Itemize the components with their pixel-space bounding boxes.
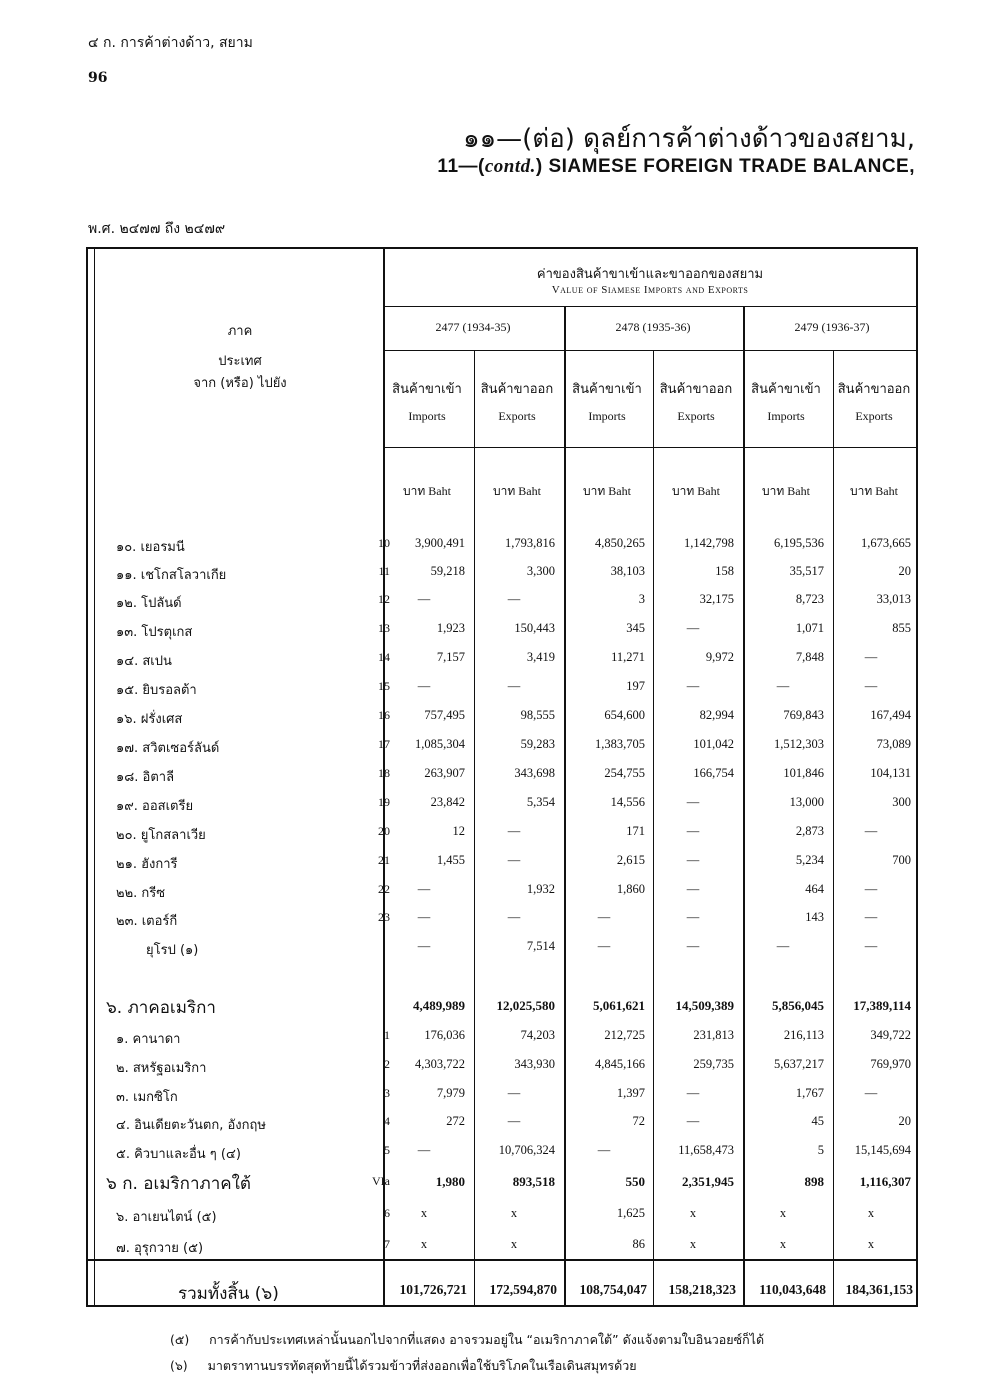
value-cell: 104,131 — [870, 766, 911, 780]
value-cell: — — [507, 853, 521, 867]
value-cell: 150,443 — [514, 621, 555, 635]
row-code: 3 — [384, 1086, 390, 1100]
row-code: 16 — [378, 708, 390, 722]
value-cell: 212,725 — [604, 1028, 645, 1042]
row-code: 18 — [378, 766, 390, 780]
row-code: 19 — [378, 795, 390, 809]
row-label: ๗. อุรุกวาย (๕) — [116, 1241, 204, 1256]
value-cell: — — [686, 824, 700, 838]
value-cell: 1,142,798 — [684, 536, 734, 550]
table-row — [86, 708, 918, 730]
table-row — [86, 1057, 918, 1079]
col-imports-thai: สินค้าขาเข้า — [572, 382, 642, 397]
value-cell: 4,845,166 — [595, 1057, 645, 1071]
value-cell: 349,722 — [870, 1028, 911, 1042]
row-label: ๖. อาเยนไตน์ (๕) — [116, 1210, 217, 1225]
value-cell: — — [507, 910, 521, 924]
table-row — [86, 650, 918, 672]
total-value: 108,754,047 — [579, 1282, 647, 1297]
value-cell: 1,512,303 — [774, 737, 824, 751]
table-row — [86, 679, 918, 701]
value-cell: 272 — [446, 1114, 465, 1128]
table-row — [86, 536, 918, 558]
value-cell: x — [689, 1237, 697, 1251]
value-cell: 1,625 — [616, 1206, 645, 1220]
total-value: 172,594,870 — [489, 1282, 557, 1297]
value-cell: 11,271 — [611, 650, 645, 664]
running-head: ๔ ก. การค้าต่างด้าว, สยาม — [88, 35, 253, 51]
value-cell: 1,767 — [795, 1086, 824, 1100]
value-cell: 1,383,705 — [595, 737, 645, 751]
value-cell: 216,113 — [783, 1028, 824, 1042]
value-cell: — — [686, 882, 700, 896]
table-row — [86, 1237, 918, 1259]
value-cell: 10,706,324 — [498, 1143, 555, 1157]
col-imports-english: Imports — [408, 409, 446, 423]
value-cell: x — [779, 1206, 787, 1220]
value-cell: 5,637,217 — [774, 1057, 824, 1071]
value-cell: — — [776, 939, 790, 953]
row-code: 23 — [378, 910, 390, 924]
value-cell: — — [686, 679, 700, 693]
value-cell: 1,793,816 — [505, 536, 555, 550]
value-cell: — — [417, 939, 431, 953]
value-cell: x — [867, 1237, 875, 1251]
value-cell: 86 — [632, 1237, 645, 1251]
value-cell: 3,300 — [526, 564, 555, 578]
row-code: 10 — [378, 536, 390, 550]
row-code: 6 — [384, 1206, 390, 1220]
value-cell: — — [417, 679, 431, 693]
value-cell: 4,303,722 — [415, 1057, 465, 1071]
value-cell: 1,860 — [616, 882, 645, 896]
value-cell: 9,972 — [705, 650, 734, 664]
value-cell: 14,556 — [610, 795, 645, 809]
row-code: 2 — [384, 1057, 390, 1071]
table-row — [86, 1114, 918, 1136]
value-cell: 263,907 — [424, 766, 465, 780]
value-cell: 20 — [898, 564, 911, 578]
value-cell: 1,397 — [616, 1086, 645, 1100]
value-cell: — — [597, 910, 611, 924]
title-thai: ๑๑—(ต่อ) ดุลย์การค้าต่างด้าวของสยาม, — [463, 124, 915, 154]
value-cell: 893,518 — [512, 1174, 555, 1189]
row-label: ๒. สหรัฐอเมริกา — [116, 1061, 207, 1076]
row-code: 21 — [378, 853, 390, 867]
row-label: ๑๘. อิตาลี — [116, 770, 175, 785]
row-code: VIa — [372, 1174, 390, 1188]
total-label: รวมทั้งสิ้น (๖) — [178, 1284, 279, 1304]
row-label: ๑๕. ยิบรอลต้า — [116, 683, 197, 698]
value-cell: — — [864, 1086, 878, 1100]
table-row — [86, 910, 918, 932]
value-header-thai: ค่าของสินค้าขาเข้าและขาออกของสยาม — [536, 267, 764, 282]
col-exports-thai: สินค้าขาออก — [480, 382, 554, 397]
value-cell: 1,932 — [526, 882, 555, 896]
table-row — [86, 882, 918, 904]
value-cell: 59,283 — [520, 737, 555, 751]
row-code: 5 — [384, 1143, 390, 1157]
col-exports-thai: สินค้าขาออก — [659, 382, 733, 397]
row-label: ๑๔. สเปน — [116, 654, 172, 669]
value-cell: — — [597, 939, 611, 953]
value-cell: — — [864, 882, 878, 896]
value-cell: 2,351,945 — [682, 1174, 734, 1189]
value-cell: 197 — [626, 679, 645, 693]
value-cell: 74,203 — [520, 1028, 555, 1042]
year-2479: 2479 (1936-37) — [794, 320, 870, 334]
value-cell: 231,813 — [693, 1028, 734, 1042]
value-cell: 13,000 — [789, 795, 824, 809]
value-cell: 158 — [715, 564, 734, 578]
row-label: ๖ ก. อเมริกาภาคใต้ — [106, 1174, 251, 1194]
unit-label: บาท Baht — [850, 484, 898, 498]
col-exports-english: Exports — [498, 409, 536, 423]
value-cell: 898 — [804, 1174, 824, 1189]
row-code: 17 — [378, 737, 390, 751]
value-cell: x — [420, 1206, 428, 1220]
value-cell: x — [510, 1237, 518, 1251]
value-cell: 757,495 — [424, 708, 465, 722]
row-code: 12 — [378, 592, 390, 606]
row-code: 11 — [378, 564, 390, 578]
value-cell: — — [417, 1143, 431, 1157]
value-cell: — — [507, 1086, 521, 1100]
col-exports-thai: สินค้าขาออก — [837, 382, 911, 397]
value-cell: 15,145,694 — [854, 1143, 911, 1157]
row-label: ๕. คิวบาและอื่น ๆ (๔) — [116, 1147, 241, 1162]
value-cell: — — [686, 621, 700, 635]
footnote-5: (๕) การค้ากับประเทศเหล่านั้นนอกไปจากที่แสดง อาจรวมอยู่ใน “อเมริกาภาคใต้” ดังแจ้งตามใบอินวอยซ์ก็ได้ — [170, 1332, 765, 1347]
value-cell: 12,025,580 — [496, 998, 555, 1013]
value-cell: 345 — [626, 621, 645, 635]
row-label: ๖. ภาคอเมริกา — [106, 998, 216, 1018]
value-cell: — — [686, 853, 700, 867]
table-row — [86, 853, 918, 875]
total-value: 101,726,721 — [399, 1282, 467, 1297]
region-row — [86, 1174, 918, 1196]
value-cell: 7,157 — [436, 650, 465, 664]
value-cell: 32,175 — [699, 592, 734, 606]
value-cell: 73,089 — [876, 737, 911, 751]
value-cell: 550 — [625, 1174, 645, 1189]
value-cell: 167,494 — [870, 708, 911, 722]
value-cell: 20 — [898, 1114, 911, 1128]
row-label: ๑๙. ออสเตรีย — [116, 799, 194, 814]
value-cell: 855 — [892, 621, 911, 635]
row-label: ๑๑. เชโกสโลวาเกีย — [116, 568, 227, 583]
unit-label: บาท Baht — [583, 484, 631, 498]
row-label: ๓. เมกซิโก — [116, 1090, 178, 1105]
row-label: ๑. คานาดา — [116, 1032, 181, 1047]
value-cell: x — [689, 1206, 697, 1220]
value-cell: 35,517 — [789, 564, 824, 578]
row-code: 22 — [378, 882, 390, 896]
row-label: ๔. อินเดียตะวันตก, อังกฤษ — [116, 1118, 266, 1133]
row-label: ๑๓. โปรตุเกส — [116, 625, 193, 640]
value-cell: 769,970 — [870, 1057, 911, 1071]
unit-label: บาท Baht — [493, 484, 541, 498]
table-row — [86, 1143, 918, 1165]
table-row — [86, 1028, 918, 1050]
value-cell: 1,980 — [435, 1174, 465, 1189]
value-cell: 1,071 — [795, 621, 824, 635]
row-code: 15 — [378, 679, 390, 693]
row-code: 7 — [384, 1237, 390, 1251]
value-cell: x — [779, 1237, 787, 1251]
value-cell: 5,856,045 — [772, 998, 824, 1013]
col-imports-thai: สินค้าขาเข้า — [751, 382, 821, 397]
value-cell: 254,755 — [604, 766, 645, 780]
value-cell: — — [686, 910, 700, 924]
value-cell: 3 — [638, 592, 645, 606]
unit-label: บาท Baht — [672, 484, 720, 498]
row-code: 20 — [378, 824, 390, 838]
table-row — [86, 795, 918, 817]
value-cell: 654,600 — [604, 708, 645, 722]
col-imports-thai: สินค้าขาเข้า — [392, 382, 462, 397]
year-2478: 2478 (1935-36) — [615, 320, 691, 334]
total-value: 110,043,648 — [759, 1282, 826, 1297]
value-cell: 171 — [626, 824, 645, 838]
table-row — [86, 766, 918, 788]
table-row — [86, 1086, 918, 1108]
value-cell: 3,900,491 — [415, 536, 465, 550]
total-row — [86, 1282, 918, 1304]
value-cell: 259,735 — [693, 1057, 734, 1071]
value-cell: — — [507, 1114, 521, 1128]
value-cell: 769,843 — [783, 708, 824, 722]
value-cell: 101,042 — [693, 737, 734, 751]
value-cell: 1,455 — [436, 853, 465, 867]
value-cell: — — [597, 1143, 611, 1157]
value-cell: 12 — [452, 824, 465, 838]
value-cell: — — [864, 939, 878, 953]
value-cell: — — [864, 910, 878, 924]
page-number: 96 — [88, 70, 108, 86]
value-header-english: Value of Siamese Imports and Exports — [551, 284, 749, 296]
value-cell: 143 — [805, 910, 824, 924]
value-cell: 5,234 — [795, 853, 824, 867]
value-cell: — — [686, 939, 700, 953]
value-cell: — — [507, 592, 521, 606]
value-cell: — — [864, 650, 878, 664]
row-code: 13 — [378, 621, 390, 635]
value-cell: 2,873 — [795, 824, 824, 838]
table-row — [86, 592, 918, 614]
row-label: ๒๓. เตอร์กี — [116, 914, 178, 929]
value-cell: 23,842 — [430, 795, 465, 809]
value-cell: — — [864, 679, 878, 693]
value-cell: 98,555 — [520, 708, 555, 722]
col-imports-english: Imports — [588, 409, 626, 423]
region-row — [86, 998, 918, 1020]
row-label: ๑๒. โปลันด์ — [116, 596, 182, 611]
row-label: ๑๗. สวิตเซอร์ลันด์ — [116, 741, 220, 756]
value-cell: 7,848 — [795, 650, 824, 664]
value-cell: 7,979 — [436, 1086, 465, 1100]
total-value: 184,361,153 — [845, 1282, 913, 1297]
value-cell: 33,013 — [876, 592, 911, 606]
value-cell: 82,994 — [699, 708, 734, 722]
value-cell: 4,850,265 — [595, 536, 645, 550]
row-label: ๑๐. เยอรมนี — [116, 540, 185, 555]
unit-label: บาท Baht — [403, 484, 451, 498]
value-cell: 14,509,389 — [675, 998, 734, 1013]
row-label: ๒๒. กรีซ — [116, 886, 166, 901]
col-imports-english: Imports — [767, 409, 805, 423]
value-cell: 343,930 — [514, 1057, 555, 1071]
value-cell: 1,085,304 — [415, 737, 465, 751]
row-label: ๒๐. ยูโกสลาเวีย — [116, 828, 206, 843]
value-cell: 17,389,114 — [853, 998, 911, 1013]
value-cell: 6,195,536 — [774, 536, 824, 550]
year-2477: 2477 (1934-35) — [435, 320, 511, 334]
value-cell: — — [864, 824, 878, 838]
value-cell: 176,036 — [424, 1028, 465, 1042]
table-row — [86, 824, 918, 846]
value-cell: 1,673,665 — [861, 536, 911, 550]
row-label: ยุโรป (๑) — [146, 943, 199, 958]
value-cell: 101,846 — [783, 766, 824, 780]
value-cell: 3,419 — [526, 650, 555, 664]
value-cell: 1,923 — [436, 621, 465, 635]
table-row — [86, 621, 918, 643]
col-exports-english: Exports — [855, 409, 893, 423]
table-row — [86, 939, 918, 961]
value-cell: — — [507, 679, 521, 693]
country-header: ประเทศ — [218, 354, 262, 369]
col-exports-english: Exports — [677, 409, 715, 423]
row-code: 14 — [378, 650, 390, 664]
value-cell: x — [867, 1206, 875, 1220]
title-english: 11—(contd.) SIAMESE FOREIGN TRADE BALANCE, — [437, 156, 915, 177]
value-cell: — — [686, 1114, 700, 1128]
value-cell: — — [417, 882, 431, 896]
table-row — [86, 1206, 918, 1228]
value-cell: 8,723 — [795, 592, 824, 606]
unit-label: บาท Baht — [762, 484, 810, 498]
value-cell: 1,116,307 — [859, 1174, 911, 1189]
value-cell: 343,698 — [514, 766, 555, 780]
period-label: พ.ศ. ๒๔๗๗ ถึง ๒๔๗๙ — [88, 221, 226, 237]
value-cell: — — [776, 679, 790, 693]
from-to-header: จาก (หรือ) ไปยัง — [193, 376, 287, 391]
value-cell: 7,514 — [526, 939, 555, 953]
row-code: 4 — [384, 1114, 390, 1128]
value-cell: 2,615 — [616, 853, 645, 867]
value-cell: 38,103 — [610, 564, 645, 578]
value-cell: — — [507, 824, 521, 838]
table-row — [86, 564, 918, 586]
value-cell: — — [686, 795, 700, 809]
row-label: ๒๑. ฮังการี — [116, 857, 178, 872]
value-cell: 4,489,989 — [413, 998, 465, 1013]
value-cell: 72 — [632, 1114, 645, 1128]
value-cell: — — [686, 1086, 700, 1100]
value-cell: 166,754 — [693, 766, 734, 780]
value-cell: 5 — [817, 1143, 824, 1157]
region-header: ภาค — [227, 324, 253, 339]
table-row — [86, 737, 918, 759]
value-cell: — — [417, 592, 431, 606]
value-cell: — — [417, 910, 431, 924]
total-value: 158,218,323 — [668, 1282, 736, 1297]
value-cell: 700 — [892, 853, 911, 867]
value-cell: 5,061,621 — [593, 998, 645, 1013]
value-cell: 464 — [805, 882, 824, 896]
value-cell: x — [420, 1237, 428, 1251]
value-cell: 59,218 — [430, 564, 465, 578]
value-cell: 300 — [892, 795, 911, 809]
row-code: 1 — [384, 1028, 390, 1042]
value-cell: x — [510, 1206, 518, 1220]
footnote-6: (๖) มาตราทานบรรทัดสุดท้ายนี้ได้รวมข้าวที่ส่งออกเพื่อใช้บริโภคในเรือเดินสมุทรด้วย — [170, 1358, 637, 1373]
value-cell: 45 — [811, 1114, 824, 1128]
row-label: ๑๖. ฝรั่งเศส — [116, 712, 183, 727]
value-cell: 11,658,473 — [678, 1143, 734, 1157]
value-cell: 5,354 — [526, 795, 555, 809]
